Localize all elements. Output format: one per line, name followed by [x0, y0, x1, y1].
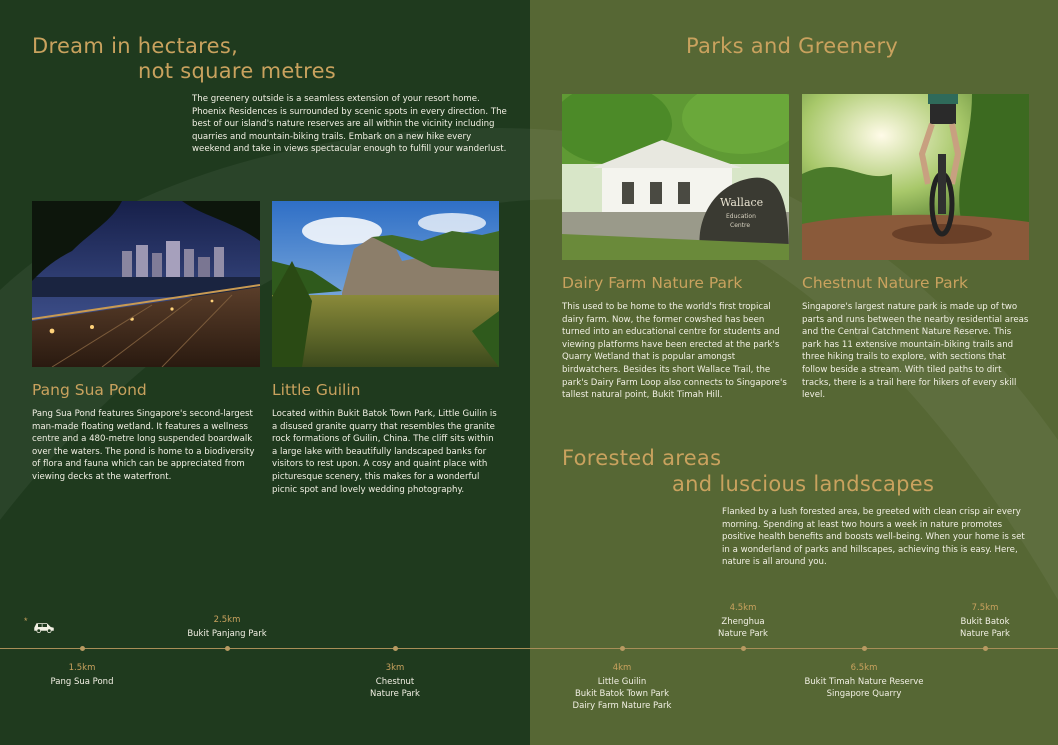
timeline-distance: 3km [385, 663, 405, 673]
timeline-location-line: Bukit Panjang Park [187, 629, 267, 639]
timeline-distance: 1.5km [68, 663, 96, 673]
timeline-distance: 6.5km [850, 663, 878, 673]
card-title-pang-sua-pond: Pang Sua Pond [32, 381, 147, 399]
timeline-location-line: Nature Park [718, 629, 768, 639]
timeline-location-line: Bukit Batok [960, 617, 1010, 627]
timeline-location-line: Bukit Timah Nature Reserve [804, 677, 924, 687]
timeline-location [542, 676, 702, 712]
timeline-dot [80, 646, 85, 651]
forest-text: Flanked by a lush forested area, be greeted with clean crisp air every morning. Spending at least two hours a week in nature promotes positive health benefits and boosts well-being. When your home is set in a wonderland of parks and hillscapes, achieving this is easy. Here, nature is all around you. [722, 507, 1025, 568]
timeline-location [784, 676, 944, 700]
dairy-farm-photo [562, 94, 789, 260]
card-text-chestnut: Singapore's largest nature park is made up of two parts and runs between the nearby residential areas and the Central Catchment Nature Reserve. This park has 11 extensive mountain-biking trails and three hiking trails to explore, with sections that follow beside a stream. With tiled paths to dirt tracks, there is a trail here for hikers of every skill level. [802, 302, 1029, 401]
card-text-pang-sua-pond: Pang Sua Pond features Singapore's second-largest man-made floating wetland. It features a wellness centre and a 480-metre long suspended boardwalk over the waters. The pond is home to a biodiversity of flora and fauna which can be appreciated from viewing decks at the waterfront. [32, 409, 255, 482]
timeline-location-line: Dairy Farm Nature Park [572, 701, 672, 711]
card-text-little-guilin: Located within Bukit Batok Town Park, Little Guilin is a disused granite quarry that resembles the granite rock formations of Guilin, China. The cliff sits within a large lake with beautifully landscaped banks for visitors to rest upon. A cosy and quaint place with picturesque scenery, this makes for a wonderful picnic spot and lovely wedding photography. [272, 409, 497, 495]
timeline-location [2, 676, 162, 688]
wallace-sign-line2: Education [726, 213, 756, 220]
wallace-sign-line1: Wallace [720, 196, 764, 209]
car-marker: * [24, 616, 28, 626]
timeline-dot [225, 646, 230, 651]
timeline-location [905, 616, 1058, 640]
timeline-location-line: Bukit Batok Town Park [574, 689, 670, 699]
timeline-location-line: Singapore Quarry [826, 689, 902, 699]
timeline-distance: 7.5km [971, 603, 999, 613]
timeline-dot [983, 646, 988, 651]
right-title: Parks and Greenery [686, 34, 899, 58]
pang-sua-pond-photo [32, 201, 260, 367]
wallace-sign-line3: Centre [730, 222, 751, 229]
timeline-dot [393, 646, 398, 651]
forest-title-line2: and luscious landscapes [672, 472, 935, 496]
car-icon [24, 618, 64, 636]
timeline-location [663, 616, 823, 640]
timeline-location-line: Little Guilin [597, 677, 647, 687]
card-text-dairy-farm: This used to be home to the world's first tropical dairy farm. Now, the former cowshed has been turned into an educational centre for students and viewing platforms have been erected at the park's Quarry Wetland that is popular amongst birdwatchers. Besides its short Wallace Trail, the park's Dairy Farm Loop also connects to Singapore's tallest natural point, Bukit Timah Hill. [562, 302, 787, 401]
timeline-distance: 2.5km [213, 615, 241, 625]
timeline-location-line: Pang Sua Pond [50, 677, 114, 687]
chestnut-park-photo [802, 94, 1029, 260]
distance-timeline [0, 648, 1058, 649]
left-title-line2: not square metres [138, 59, 337, 83]
card-title-chestnut: Chestnut Nature Park [802, 274, 968, 292]
timeline-location-line: Nature Park [370, 689, 420, 699]
left-intro-text: The greenery outside is a seamless extension of your resort home. Phoenix Residences is surrounded by scenic spots in every direction. The best of our island's nature reserves are all within the vicinity including quarries and mountain-biking trails. Embark on a new hike every weekend and take in views spectacular enough to fulfill your wanderlust. [192, 94, 507, 155]
timeline-location-line: Nature Park [960, 629, 1010, 639]
timeline-location [147, 628, 307, 640]
card-title-dairy-farm: Dairy Farm Nature Park [562, 274, 743, 292]
timeline-location-line: Zhenghua [721, 617, 765, 627]
timeline-location-line: Chestnut [375, 677, 415, 687]
timeline-distance: 4.5km [729, 603, 757, 613]
card-title-little-guilin: Little Guilin [272, 381, 361, 399]
timeline-distance: 4km [612, 663, 632, 673]
timeline-location [315, 676, 475, 700]
little-guilin-photo [272, 201, 499, 367]
timeline-dot [862, 646, 867, 651]
forest-title-line1: Forested areas [562, 446, 722, 470]
timeline-dot [620, 646, 625, 651]
left-title-line1: Dream in hectares, [32, 34, 239, 58]
timeline-dot [741, 646, 746, 651]
